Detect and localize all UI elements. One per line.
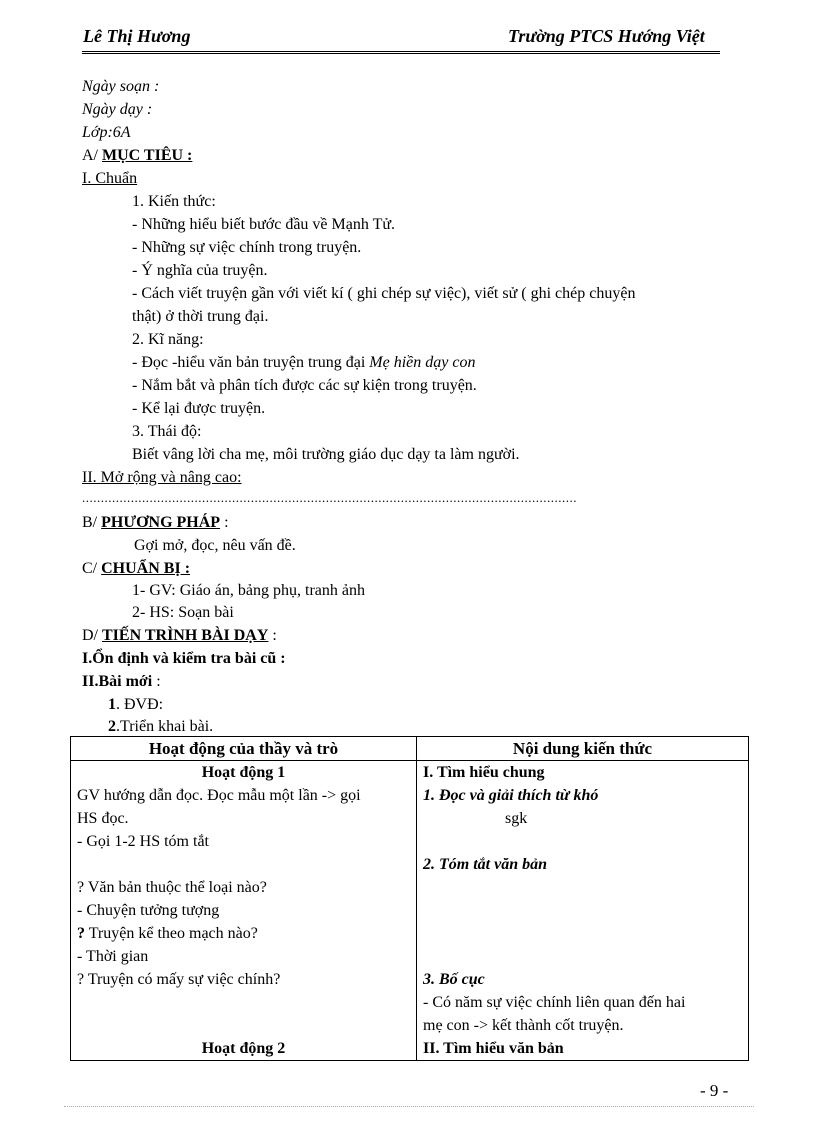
- section-b-title: PHƯƠNG PHÁP: [101, 514, 221, 531]
- section-b-heading: [82, 512, 229, 534]
- section-a-prefix: A/: [82, 147, 98, 164]
- section-d-suffix: :: [268, 627, 277, 644]
- hoat-dong-2: Hoạt động 2: [201, 1040, 286, 1057]
- kien-thuc-item: - Ý nghĩa của truyện.: [132, 262, 268, 279]
- dvd-text: . ĐVĐ:: [116, 696, 164, 713]
- ki-nang-title: Mẹ hiền dạy con: [369, 354, 476, 371]
- lop: Lớp:6A: [82, 124, 131, 141]
- right-subheading: 1. Đọc và giải thích từ khó: [423, 787, 599, 804]
- left-line: ? Truyện có mấy sự việc chính?: [77, 971, 281, 988]
- chuan-bi-item: 2- HS: Soạn bài: [132, 604, 234, 621]
- question-mark: ?: [77, 925, 85, 942]
- right-line: - Có năm sự việc chính liên quan đến hai: [423, 994, 686, 1011]
- kien-thuc-item: thật) ở thời trung đại.: [132, 308, 269, 325]
- right-blank: [423, 830, 742, 853]
- section-c-heading: [82, 558, 190, 580]
- left-line: - Chuyện tưởng tượng: [77, 902, 220, 919]
- right-heading: I. Tìm hiểu chung: [423, 764, 545, 781]
- kien-thuc-heading: 1. Kiến thức:: [132, 193, 216, 210]
- thai-do-text: Biết vâng lời cha mẹ, môi trường giáo dục dạy ta làm người.: [132, 446, 520, 463]
- section-b-prefix: B/: [82, 514, 98, 531]
- left-line: - Thời gian: [77, 948, 149, 965]
- section-c-prefix: C/: [82, 560, 98, 577]
- thai-do-heading: 3. Thái độ:: [132, 423, 202, 440]
- chuan-heading: I. Chuẩn: [82, 170, 138, 187]
- trien-khai-num: 2: [108, 718, 116, 735]
- table-row: [71, 761, 749, 1061]
- hoat-dong-1: Hoạt động 1: [201, 764, 286, 781]
- section-c-title: CHUẨN BỊ :: [101, 560, 191, 577]
- section-a-heading: [82, 145, 192, 167]
- header-rule: [82, 51, 720, 54]
- section-a-title: MỤC TIÊU :: [102, 147, 193, 164]
- dvd-line: [108, 694, 163, 716]
- section-b-suffix: :: [220, 514, 229, 531]
- mo-rong-heading: II. Mở rộng và nâng cao:: [82, 469, 242, 486]
- lesson-table: [70, 736, 749, 1061]
- kien-thuc-item: - Cách viết truyện gần với viết kí ( ghi chép sự việc), viết sử ( ghi chép chuyện: [132, 285, 636, 302]
- left-cell: [71, 761, 417, 1061]
- dotted-line: ....................................................................................................................................: [82, 492, 577, 504]
- bai-moi-label: II.Bài mới: [82, 673, 153, 690]
- left-line: HS đọc.: [77, 810, 129, 827]
- footer-rule: [64, 1106, 754, 1107]
- right-blank: [423, 899, 742, 922]
- section-d-title: TIẾN TRÌNH BÀI DẠY: [102, 627, 269, 644]
- right-subheading: 2. Tóm tắt văn bản: [423, 856, 548, 873]
- right-cell: [417, 761, 749, 1061]
- left-line: GV hướng dẫn đọc. Đọc mẫu một lần -> gọi: [77, 787, 361, 804]
- section-d-prefix: D/: [82, 627, 98, 644]
- ngay-day: Ngày dạy :: [82, 101, 153, 118]
- on-dinh-heading: I.Ổn định và kiểm tra bài cũ :: [82, 650, 286, 667]
- ngay-soan: Ngày soạn :: [82, 78, 160, 95]
- section-d-heading: [82, 625, 277, 647]
- right-line: sgk: [505, 810, 528, 827]
- right-blank: [423, 876, 742, 899]
- chuan-bi-item: 1- GV: Giáo án, bảng phụ, tranh ảnh: [132, 582, 365, 599]
- left-blank: [77, 991, 410, 1014]
- left-line: [77, 922, 410, 945]
- kien-thuc-item: - Những hiểu biết bước đầu về Mạnh Tử.: [132, 216, 396, 233]
- left-blank: [77, 853, 410, 876]
- bai-moi-heading: [82, 671, 161, 693]
- col-right-header: Nội dung kiến thức: [417, 737, 749, 761]
- header-school: Trường PTCS Hướng Việt: [508, 26, 705, 46]
- trien-khai-line: [108, 716, 213, 738]
- left-line: ? Văn bản thuộc thể loại nào?: [77, 879, 267, 896]
- right-line: mẹ con -> kết thành cốt truyện.: [423, 1017, 624, 1034]
- page-number: - 9 -: [700, 1081, 729, 1100]
- ki-nang-item: [132, 352, 475, 374]
- right-blank: [423, 945, 742, 968]
- left-line-text: Truyện kể theo mạch nào?: [85, 925, 258, 942]
- table-header-row: [71, 737, 749, 761]
- ki-nang-item: - Kể lại được truyện.: [132, 400, 266, 417]
- phuong-phap-content: Gợi mở, đọc, nêu vấn đề.: [134, 537, 296, 554]
- right-heading: II. Tìm hiểu văn bản: [423, 1040, 564, 1057]
- left-line: - Gọi 1-2 HS tóm tắt: [77, 833, 209, 850]
- ki-nang-item: - Nắm bắt và phân tích được các sự kiện trong truyện.: [132, 377, 477, 394]
- col-left-header: Hoạt động của thầy và trò: [71, 737, 417, 761]
- bai-moi-suffix: :: [152, 673, 161, 690]
- trien-khai-text: .Triển khai bài.: [116, 718, 214, 735]
- kien-thuc-item: - Những sự việc chính trong truyện.: [132, 239, 362, 256]
- header-author: Lê Thị Hương: [83, 26, 191, 46]
- right-subheading: 3. Bố cục: [423, 971, 485, 988]
- right-blank: [423, 922, 742, 945]
- left-blank: [77, 1014, 410, 1037]
- ki-nang-prefix: - Đọc -hiểu văn bản truyện trung đại: [132, 354, 370, 371]
- dvd-num: 1: [108, 696, 116, 713]
- ki-nang-heading: 2. Kĩ năng:: [132, 331, 204, 348]
